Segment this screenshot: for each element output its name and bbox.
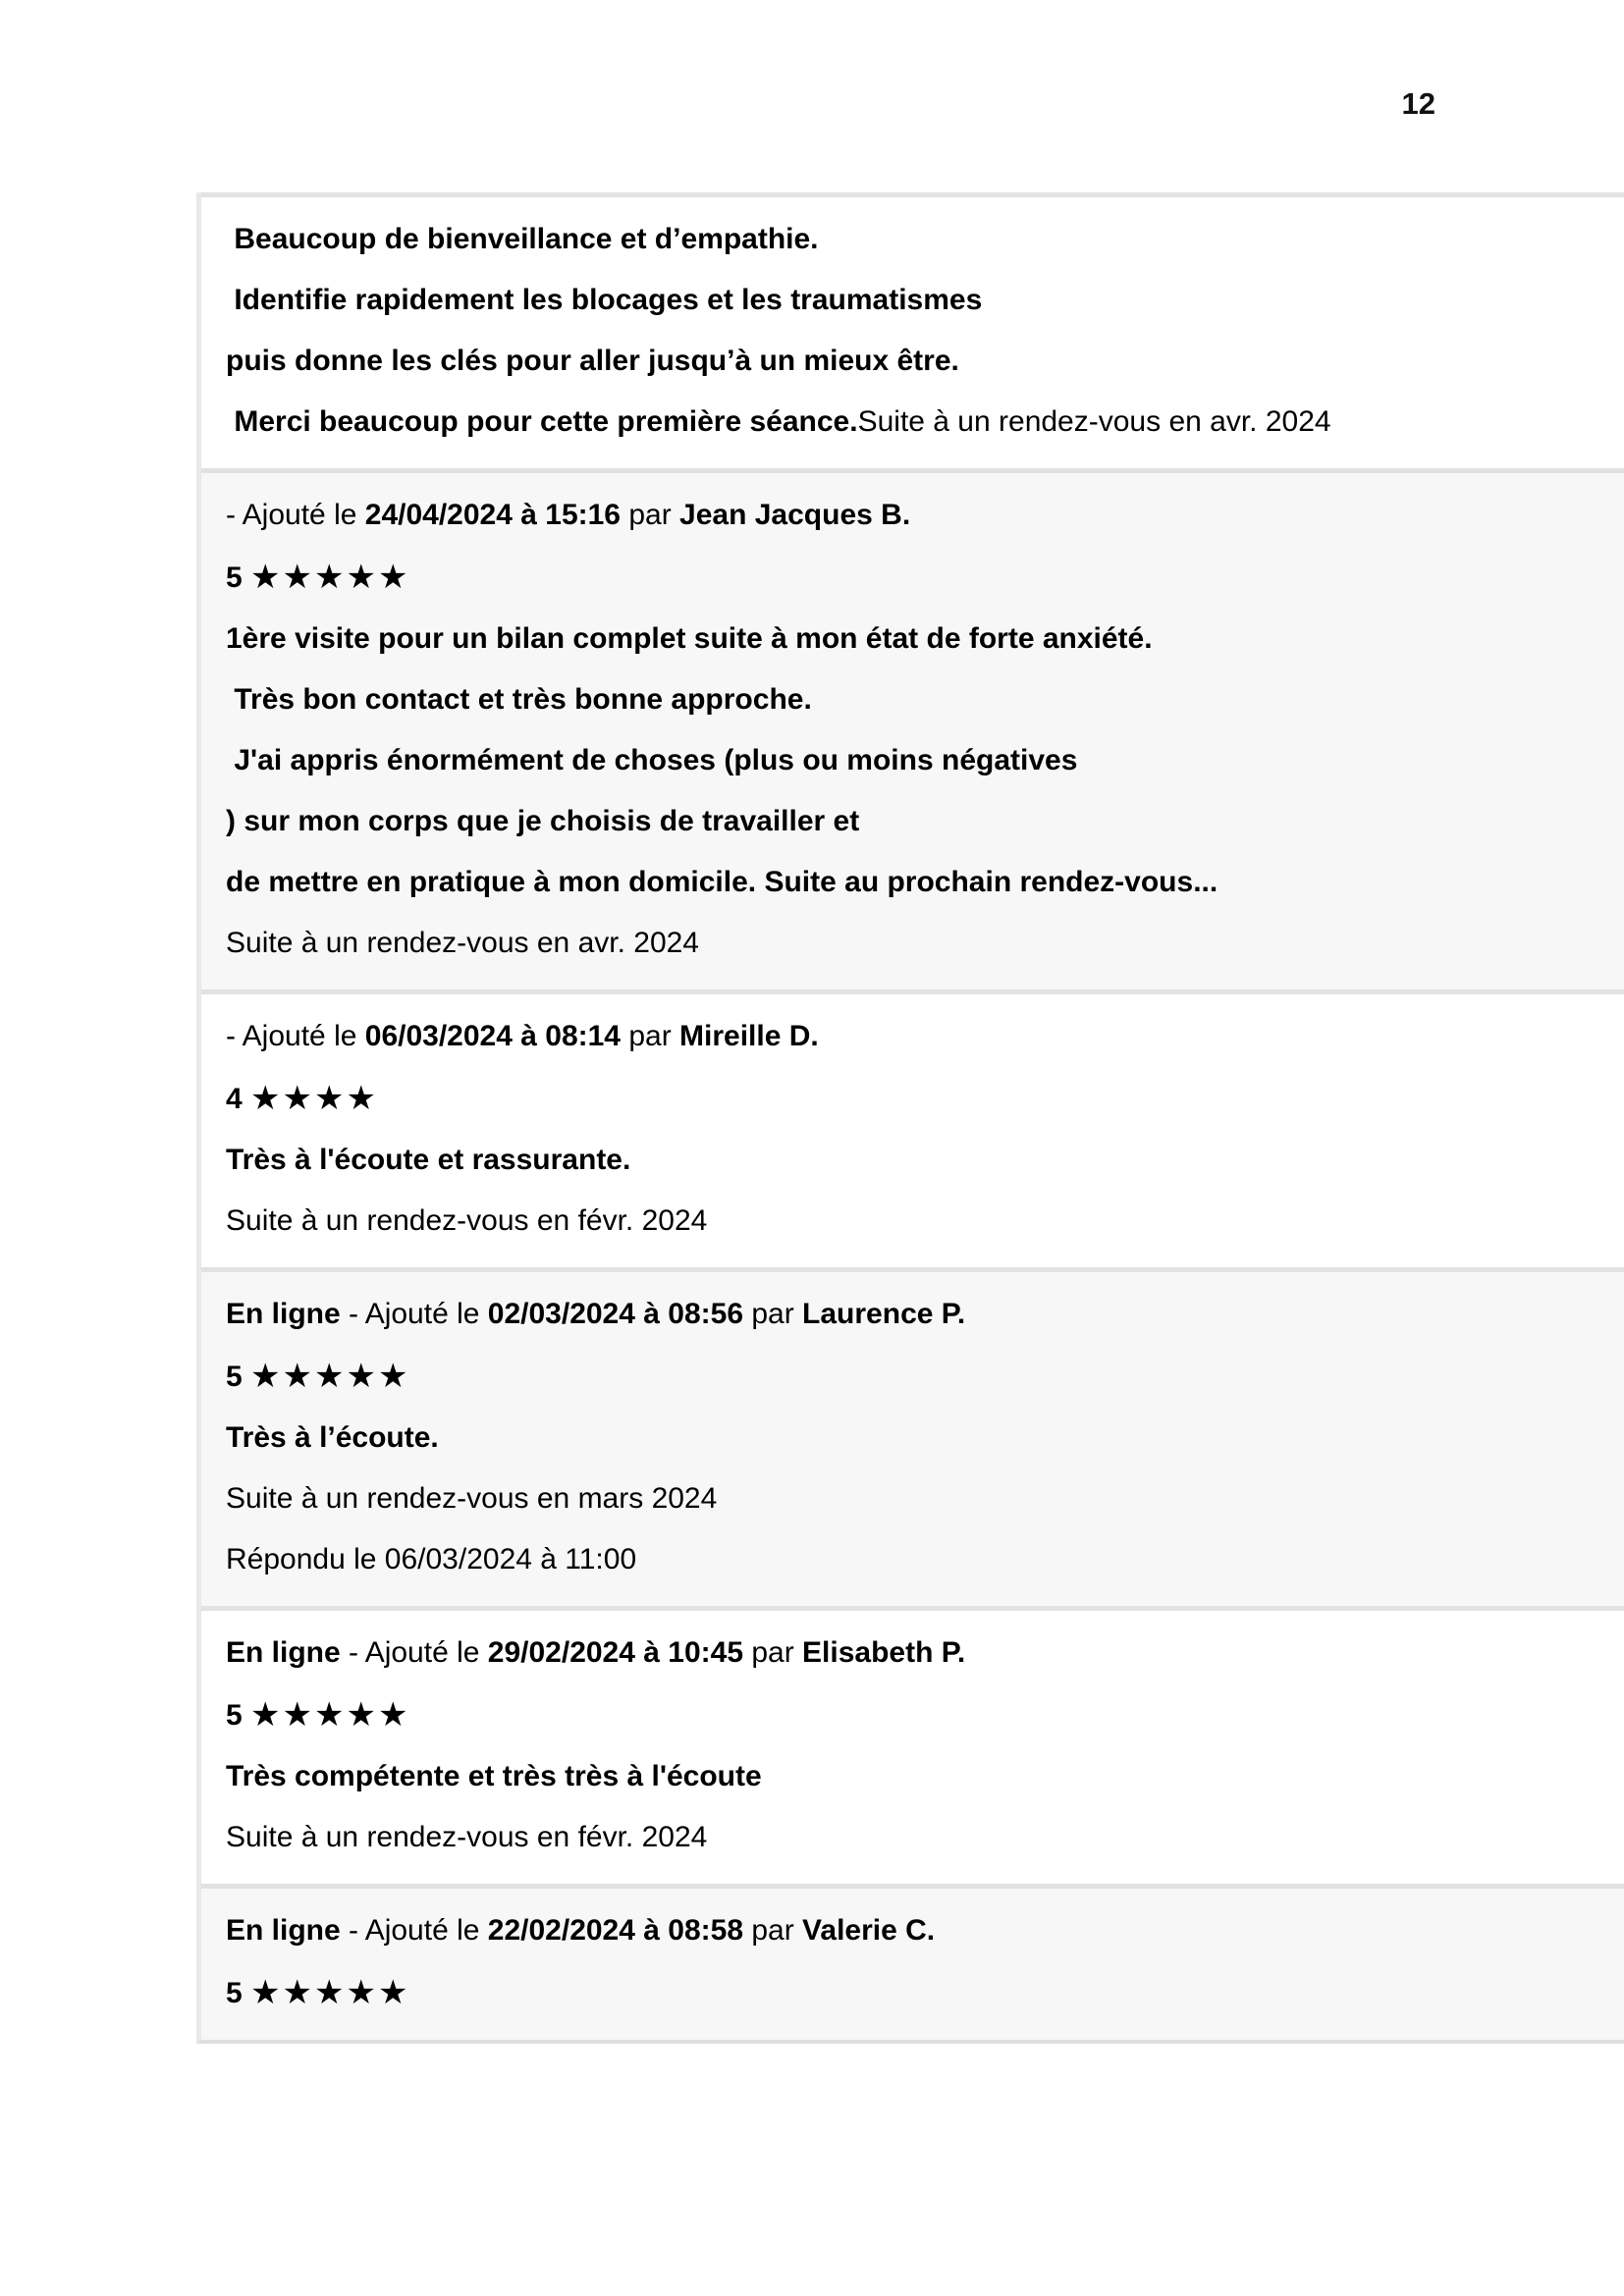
text-segment: 29/02/2024 à 10:45 bbox=[487, 1636, 744, 1669]
rating-stars-icon: ★★★★★ bbox=[250, 559, 410, 596]
text-segment: - Ajouté le bbox=[226, 1020, 365, 1052]
text-segment: par bbox=[743, 1914, 803, 1947]
review-text-line bbox=[226, 405, 1585, 439]
text-segment: de mettre en pratique à mon domicile. Suite au prochain rendez-vous... bbox=[226, 866, 1218, 898]
review-meta-line bbox=[226, 1298, 1585, 1331]
review-text-line bbox=[226, 1144, 1585, 1177]
text-segment: Suite à un rendez-vous en mars 2024 bbox=[226, 1482, 718, 1515]
review-item bbox=[201, 192, 1624, 468]
text-segment: Identifie rapidement les blocages et les traumatismes bbox=[226, 284, 983, 316]
text-segment: - Ajouté le bbox=[340, 1914, 488, 1947]
review-rating bbox=[226, 560, 1585, 595]
review-text-line bbox=[226, 744, 1585, 777]
text-segment: En ligne bbox=[226, 1636, 341, 1669]
text-segment: ) sur mon corps que je choisis de travailler et bbox=[226, 805, 860, 837]
text-segment: En ligne bbox=[226, 1914, 341, 1947]
text-segment: Valerie C. bbox=[802, 1914, 936, 1947]
text-segment: - Ajouté le bbox=[340, 1636, 488, 1669]
review-meta-line bbox=[226, 1482, 1585, 1516]
review-rating bbox=[226, 1081, 1585, 1116]
text-segment: par bbox=[743, 1636, 803, 1669]
text-segment: par bbox=[621, 499, 680, 531]
text-spacer bbox=[243, 1699, 250, 1732]
review-item bbox=[201, 989, 1624, 1267]
review-meta-line bbox=[226, 1821, 1585, 1854]
text-segment: J'ai appris énormément de choses (plus ou moins négatives bbox=[226, 744, 1078, 776]
text-segment: Beaucoup de bienveillance et d’empathie. bbox=[226, 223, 819, 255]
text-segment: En ligne bbox=[226, 1298, 341, 1330]
text-spacer bbox=[243, 561, 250, 594]
text-segment: - Ajouté le bbox=[226, 499, 365, 531]
review-meta-line bbox=[226, 499, 1585, 532]
review-item bbox=[201, 1267, 1624, 1606]
text-segment: Très à l’écoute. bbox=[226, 1421, 439, 1454]
rating-value: 5 bbox=[226, 561, 243, 594]
review-text-line bbox=[226, 683, 1585, 717]
review-item bbox=[201, 1606, 1624, 1884]
review-item bbox=[201, 468, 1624, 989]
text-segment: - Ajouté le bbox=[340, 1298, 488, 1330]
rating-value: 5 bbox=[226, 1977, 243, 2009]
text-segment: Merci beaucoup pour cette première séance. bbox=[226, 405, 858, 438]
rating-stars-icon: ★★★★★ bbox=[250, 1358, 410, 1395]
review-text-line bbox=[226, 805, 1585, 838]
review-meta-line bbox=[226, 1543, 1585, 1576]
text-segment: Mireille D. bbox=[679, 1020, 819, 1052]
text-segment: 22/02/2024 à 08:58 bbox=[487, 1914, 744, 1947]
text-segment: puis donne les clés pour aller jusqu’à un mieux être. bbox=[226, 345, 959, 377]
review-text-line bbox=[226, 223, 1585, 256]
review-text-line bbox=[226, 345, 1585, 378]
review-text-line bbox=[226, 622, 1585, 656]
text-segment: 1ère visite pour un bilan complet suite à mon état de forte anxiété. bbox=[226, 622, 1153, 655]
text-segment: Laurence P. bbox=[802, 1298, 966, 1330]
review-item bbox=[201, 1884, 1624, 2040]
text-segment: 02/03/2024 à 08:56 bbox=[487, 1298, 744, 1330]
text-segment: Très bon contact et très bonne approche. bbox=[226, 683, 812, 716]
text-segment: Elisabeth P. bbox=[802, 1636, 966, 1669]
text-segment: Très à l'écoute et rassurante. bbox=[226, 1144, 631, 1176]
rating-value: 4 bbox=[226, 1083, 243, 1115]
page-number: 12 bbox=[1401, 86, 1435, 121]
review-meta-line bbox=[226, 1204, 1585, 1238]
text-segment: 24/04/2024 à 15:16 bbox=[364, 499, 621, 531]
review-rating bbox=[226, 1697, 1585, 1733]
review-meta-line bbox=[226, 1636, 1585, 1670]
review-meta-line bbox=[226, 1020, 1585, 1053]
review-rating bbox=[226, 1359, 1585, 1394]
rating-stars-icon: ★★★★★ bbox=[250, 1974, 410, 2011]
rating-stars-icon: ★★★★★ bbox=[250, 1696, 410, 1734]
text-segment: Suite à un rendez-vous en avr. 2024 bbox=[226, 927, 699, 959]
rating-stars-icon: ★★★★ bbox=[250, 1080, 378, 1117]
review-text-line bbox=[226, 284, 1585, 317]
text-spacer bbox=[243, 1977, 250, 2009]
reviews-card bbox=[196, 192, 1624, 2044]
rating-value: 5 bbox=[226, 1361, 243, 1393]
review-meta-line bbox=[226, 927, 1585, 960]
text-segment: par bbox=[743, 1298, 803, 1330]
text-spacer bbox=[243, 1361, 250, 1393]
text-segment: 06/03/2024 à 08:14 bbox=[364, 1020, 621, 1052]
text-segment: par bbox=[621, 1020, 680, 1052]
text-spacer bbox=[243, 1083, 250, 1115]
review-text-line bbox=[226, 866, 1585, 899]
text-segment: Répondu le 06/03/2024 à 11:00 bbox=[226, 1543, 637, 1575]
text-segment: Suite à un rendez-vous en févr. 2024 bbox=[226, 1821, 708, 1853]
text-segment: Très compétente et très très à l'écoute bbox=[226, 1760, 762, 1792]
rating-value: 5 bbox=[226, 1699, 243, 1732]
text-segment: Jean Jacques B. bbox=[679, 499, 911, 531]
review-rating bbox=[226, 1975, 1585, 2010]
text-segment: Suite à un rendez-vous en avr. 2024 bbox=[857, 405, 1331, 438]
review-text-line bbox=[226, 1421, 1585, 1455]
text-segment: Suite à un rendez-vous en févr. 2024 bbox=[226, 1204, 708, 1237]
review-meta-line bbox=[226, 1914, 1585, 1948]
review-text-line bbox=[226, 1760, 1585, 1793]
